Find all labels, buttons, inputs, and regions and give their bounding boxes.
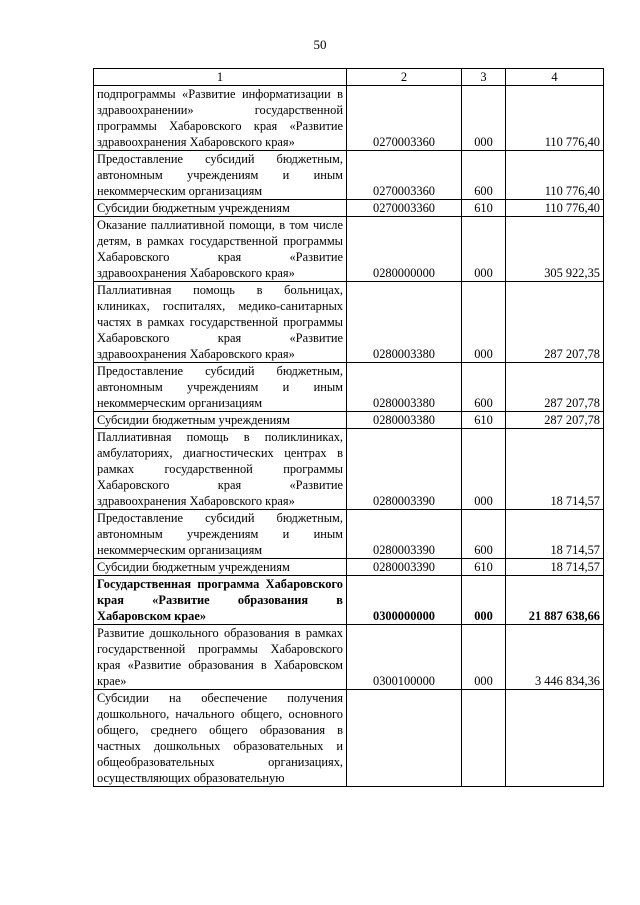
row-code-cell: 0300100000 [347, 625, 462, 690]
table-row [94, 429, 604, 510]
table-row [94, 559, 604, 576]
header-row [94, 69, 604, 86]
row-expense-type-cell: 000 [462, 282, 506, 363]
row-name-cell: Развитие дошкольного образования в рамках государственной программы Хабаровского края «Развитие образования в Хабаровском крае» [94, 625, 347, 690]
row-sum-cell: 110 776,40 [506, 86, 604, 151]
row-sum-cell: 305 922,35 [506, 217, 604, 282]
row-expense-type-cell: 600 [462, 151, 506, 200]
budget-table [93, 68, 604, 787]
row-expense-type-cell: 600 [462, 510, 506, 559]
table-row [94, 510, 604, 559]
row-expense-type-cell: 000 [462, 429, 506, 510]
row-sum-cell: 287 207,78 [506, 412, 604, 429]
row-expense-type-cell [462, 690, 506, 787]
column-header-sum: 4 [506, 69, 604, 86]
row-name-cell: Паллиативная помощь в поликлиниках, амбулаториях, диагностических центрах в рамках государственной программы Хабаровского края «Развитие здравоохранения Хабаровского края» [94, 429, 347, 510]
row-name-cell: Государственная программа Хабаровского края «Развитие образования в Хабаровском крае» [94, 576, 347, 625]
row-code-cell: 0270003360 [347, 86, 462, 151]
table-row [94, 200, 604, 217]
row-sum-cell: 18 714,57 [506, 510, 604, 559]
row-name-cell: Предоставление субсидий бюджетным, автономным учреждениям и иным некоммерческим организациям [94, 363, 347, 412]
row-expense-type-cell: 610 [462, 412, 506, 429]
row-sum-cell: 18 714,57 [506, 559, 604, 576]
row-sum-cell: 110 776,40 [506, 200, 604, 217]
row-sum-cell [506, 690, 604, 787]
table-row [94, 363, 604, 412]
row-sum-cell: 287 207,78 [506, 282, 604, 363]
row-code-cell: 0270003360 [347, 200, 462, 217]
row-sum-cell: 3 446 834,36 [506, 625, 604, 690]
row-name-cell: Предоставление субсидий бюджетным, автономным учреждениям и иным некоммерческим организациям [94, 151, 347, 200]
row-expense-type-cell: 000 [462, 625, 506, 690]
table-row [94, 86, 604, 151]
row-code-cell [347, 690, 462, 787]
row-name-cell: Паллиативная помощь в больницах, клиниках, госпиталях, медико-санитарных частях в рамках государственной программы Хабаровского края «Развитие здравоохранения Хабаровского края» [94, 282, 347, 363]
table-header [94, 69, 604, 86]
row-expense-type-cell: 610 [462, 559, 506, 576]
row-code-cell: 0280003390 [347, 510, 462, 559]
table-row [94, 625, 604, 690]
row-code-cell: 0280000000 [347, 217, 462, 282]
table-row [94, 576, 604, 625]
row-code-cell: 0280003390 [347, 429, 462, 510]
row-expense-type-cell: 600 [462, 363, 506, 412]
row-code-cell: 0280003380 [347, 282, 462, 363]
row-expense-type-cell: 000 [462, 86, 506, 151]
table-row [94, 412, 604, 429]
row-name-cell: Субсидии бюджетным учреждениям [94, 412, 347, 429]
row-name-cell: Оказание паллиативной помощи, в том числе детям, в рамках государственной программы Хабаровского края «Развитие здравоохранения Хабаровского края» [94, 217, 347, 282]
row-sum-cell: 18 714,57 [506, 429, 604, 510]
row-sum-cell: 110 776,40 [506, 151, 604, 200]
page-number: 50 [313, 37, 327, 52]
row-sum-cell: 21 887 638,66 [506, 576, 604, 625]
row-expense-type-cell: 000 [462, 576, 506, 625]
table-row [94, 151, 604, 200]
row-name-cell: Субсидии бюджетным учреждениям [94, 559, 347, 576]
table-row [94, 282, 604, 363]
table-row [94, 690, 604, 787]
row-name-cell: Предоставление субсидий бюджетным, автономным учреждениям и иным некоммерческим организациям [94, 510, 347, 559]
row-name-cell: подпрограммы «Развитие информатизации в здравоохранении» государственной программы Хабаровского края «Развитие здравоохранения Хабаровского края» [94, 86, 347, 151]
column-header-name: 1 [94, 69, 347, 86]
row-name-cell: Субсидии бюджетным учреждениям [94, 200, 347, 217]
row-expense-type-cell: 000 [462, 217, 506, 282]
row-code-cell: 0280003380 [347, 363, 462, 412]
row-code-cell: 0300000000 [347, 576, 462, 625]
row-code-cell: 0270003360 [347, 151, 462, 200]
table-body [94, 86, 604, 787]
row-sum-cell: 287 207,78 [506, 363, 604, 412]
column-header-code: 2 [347, 69, 462, 86]
row-code-cell: 0280003380 [347, 412, 462, 429]
table-row [94, 217, 604, 282]
row-code-cell: 0280003390 [347, 559, 462, 576]
row-expense-type-cell: 610 [462, 200, 506, 217]
column-header-expense-type: 3 [462, 69, 506, 86]
row-name-cell: Субсидии на обеспечение получения дошкольного, начального общего, основного общего, среднего общего образования в частных дошкольных образовательных и общеобразовательных организациях, осуществляющих образовательную [94, 690, 347, 787]
